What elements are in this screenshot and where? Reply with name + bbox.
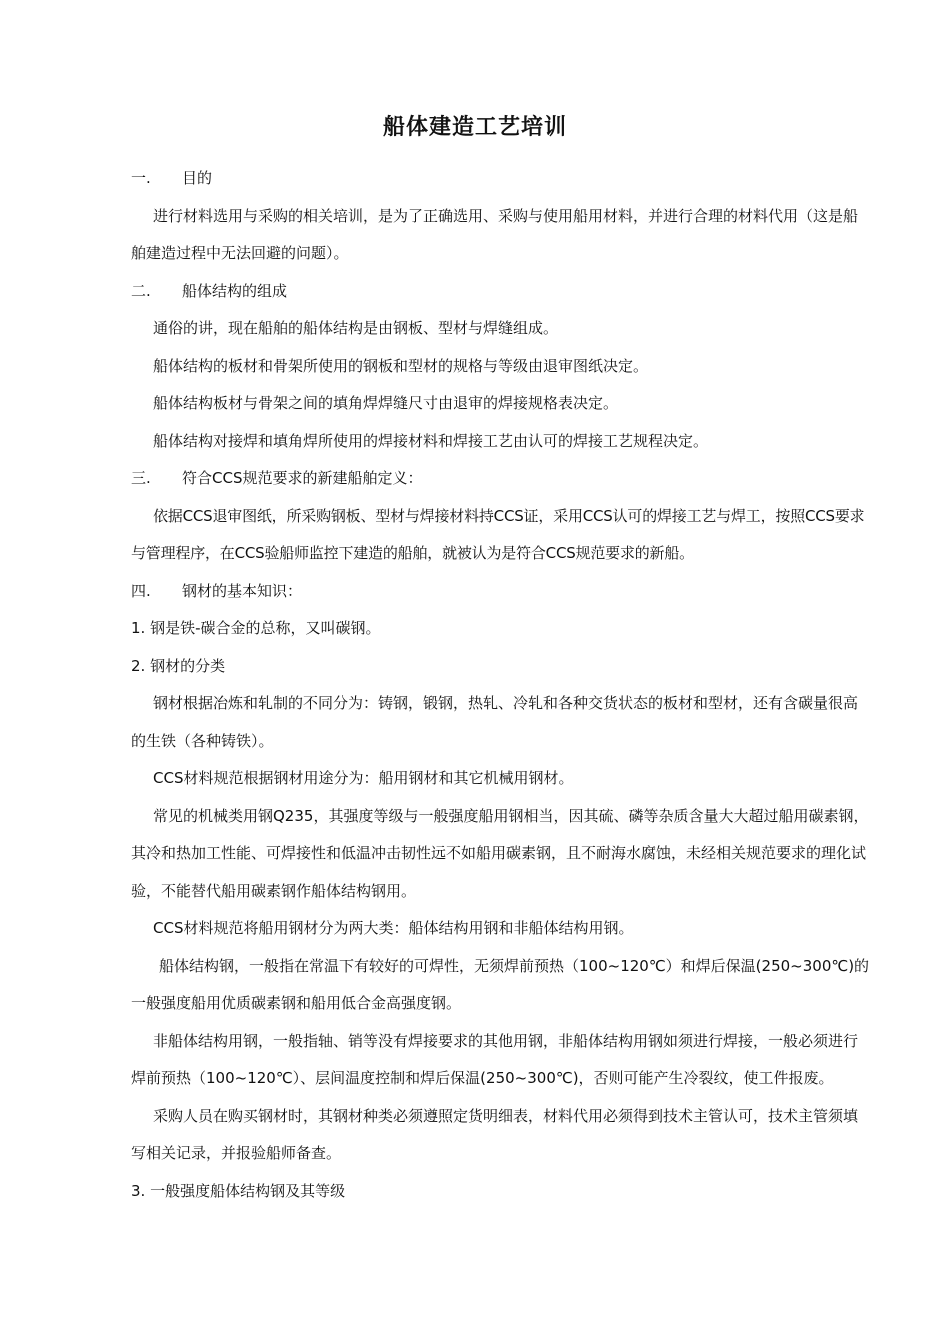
paragraph: 船体结构钢，一般指在常温下有较好的可焊性，无须焊前预热（100~120℃）和焊后保温(250~300℃)的一般强度船用优质碳素钢和船用低合金高强度钢。 (131, 956, 870, 1012)
section-heading (131, 460, 871, 498)
paragraph: CCS材料规范将船用钢材分为两大类：船体结构用钢和非船体结构用钢。 (153, 919, 634, 937)
paragraph: 进行材料选用与采购的相关培训，是为了正确选用、采购与使用船用材料，并进行合理的材料代用（这是船舶建造过程中无法回避的问题）。 (131, 206, 859, 262)
paragraph: 非船体结构用钢，一般指轴、销等没有焊接要求的其他用钢，非船体结构用钢如须进行焊接，一般必须进行焊前预热（100~120℃）、层间温度控制和焊后保温(250~300℃)，否则可能产生冷裂纹，使工件报废。 (131, 1031, 859, 1087)
document-title: 船体建造工艺培训 (382, 115, 567, 140)
list-item: 3. 一般强度船体结构钢及其等级 (131, 1181, 346, 1200)
section-title: 目的 (182, 169, 213, 187)
section-number: 一. (131, 169, 151, 187)
section-heading (131, 573, 871, 611)
paragraph: CCS材料规范根据钢材用途分为：船用钢材和其它机械用钢材。 (153, 769, 574, 787)
paragraph: 钢材根据冶炼和轧制的不同分为：铸钢，锻钢，热轧、冷轧和各种交货状态的板材和型材，还有含碳量很高的生铁（各种铸铁）。 (131, 694, 859, 750)
section-number: 三. (131, 469, 151, 487)
section-title: 船体结构的组成 (182, 281, 288, 300)
paragraph: 船体结构对接焊和填角焊所使用的焊接材料和焊接工艺由认可的焊接工艺规程决定。 (153, 431, 709, 450)
paragraph: 通俗的讲，现在船舶的船体结构是由钢板、型材与焊缝组成。 (153, 319, 559, 337)
section-heading (131, 160, 871, 198)
section-number: 二. (131, 281, 151, 300)
section-heading (131, 273, 871, 311)
paragraph: 船体结构板材与骨架之间的填角焊焊缝尺寸由退审的焊接规格表决定。 (153, 394, 619, 412)
section-title: 钢材的基本知识： (182, 581, 303, 600)
paragraph: 依据CCS退审图纸，所采购钢板、型材与焊接材料持CCS证，采用CCS认可的焊接工艺与焊工，按照CCS要求与管理程序，在CCS验船师监控下建造的船舶，就被认为是符合CCS规范要求的新船。 (131, 506, 865, 562)
list-item: 1. 钢是铁-碳合金的总称，又叫碳钢。 (131, 619, 381, 637)
paragraph: 采购人员在购买钢材时，其钢材种类必须遵照定货明细表，材料代用必须得到技术主管认可，技术主管须填写相关记录，并报验船师备查。 (131, 1106, 859, 1162)
section-title: 符合CCS规范要求的新建船舶定义： (182, 469, 423, 487)
list-item: 2. 钢材的分类 (131, 656, 226, 675)
section-number: 四. (131, 581, 151, 600)
paragraph: 船体结构的板材和骨架所使用的钢板和型材的规格与等级由退审图纸决定。 (153, 356, 649, 375)
document-body (131, 160, 871, 1210)
paragraph: 常见的机械类用钢Q235，其强度等级与一般强度船用钢相当，因其硫、磷等杂质含量大大超过船用碳素钢，其冷和热加工性能、可焊接性和低温冲击韧性远不如船用碳素钢，且不耐海水腐蚀，未经相关规范要求的理化试验，不能替代船用碳素钢作船体结构钢用。 (131, 806, 869, 900)
